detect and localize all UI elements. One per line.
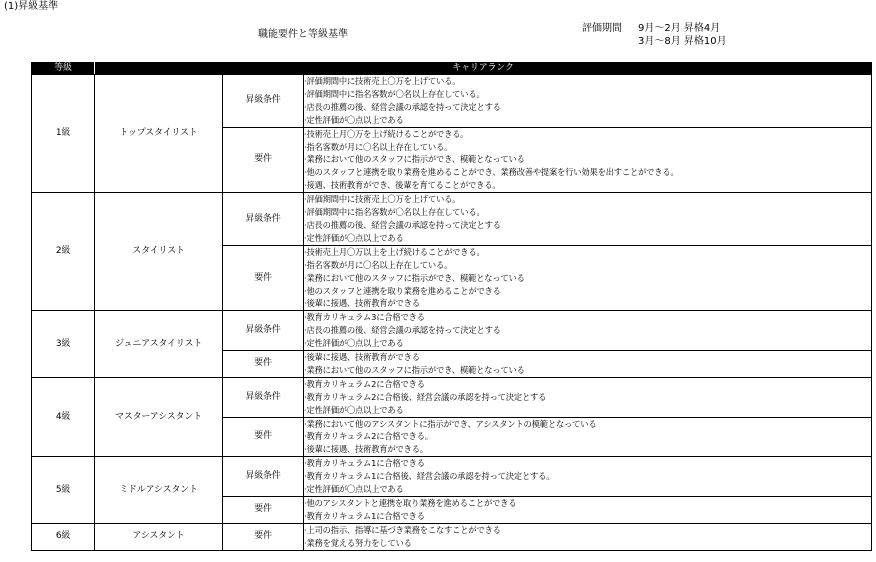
criteria-cell	[304, 497, 872, 524]
criteria-item: · 後輩に接遇、技術教育ができる	[304, 351, 871, 364]
criteria-item: · 技術売上月〇万以上を上げ続けることができる。	[304, 246, 871, 259]
evaluation-period-line-2	[582, 35, 727, 48]
criteria-item: · 教育カリキュラム2に合格できる	[304, 378, 871, 391]
criteria-item: · 後輩に接遇、技術教育ができる。	[304, 443, 871, 456]
criteria-cell	[304, 351, 872, 378]
criteria-item: · 後輩に接遇、技術教育ができる	[304, 297, 871, 310]
category-cell: 昇級条件	[223, 457, 304, 497]
grade-criteria-table	[31, 62, 872, 551]
criteria-cell	[304, 523, 872, 550]
criteria-cell	[304, 75, 872, 128]
career-rank-cell: ジュニアスタイリスト	[95, 311, 223, 378]
criteria-item: · 定性評価が〇点以上である	[304, 232, 871, 245]
table-row	[32, 75, 872, 128]
criteria-item: · 業務において他のアシスタントに指示ができ、アシスタントの模範となっている	[304, 418, 871, 431]
career-rank-cell: トップスタイリスト	[95, 75, 223, 193]
category-cell: 要件	[223, 497, 304, 524]
criteria-item: · 評価期間中に指名客数が〇名以上存在している。	[304, 206, 871, 219]
criteria-item: · 評価期間中に指名客数が〇名以上存在している。	[304, 88, 871, 101]
criteria-item: · 業務において他のスタッフに指示ができ、模範となっている	[304, 272, 871, 285]
category-cell: 昇級条件	[223, 193, 304, 246]
evaluation-period-label: 評価期間	[582, 23, 622, 34]
grade-cell: 1級	[32, 75, 95, 193]
criteria-item: · 指名客数が月に〇名以上存在している。	[304, 141, 871, 154]
grade-cell: 3級	[32, 311, 95, 378]
criteria-item: · 定性評価が〇点以上である	[304, 483, 871, 496]
evaluation-period	[582, 22, 727, 48]
criteria-item: · 教育カリキュラム2に合格後、経営会議の承認を持って決定とする	[304, 391, 871, 404]
criteria-item: · 業務を覚える努力をしている	[304, 537, 871, 550]
criteria-cell	[304, 377, 872, 417]
table-row	[32, 457, 872, 497]
grade-cell: 5級	[32, 457, 95, 524]
criteria-item: · 評価期間中に技術売上〇万を上げている。	[304, 193, 871, 206]
criteria-item: · 接遇、技術教育ができ、後輩を育てることができる。	[304, 179, 871, 192]
career-rank-cell: スタイリスト	[95, 193, 223, 311]
grade-cell: 2級	[32, 193, 95, 311]
criteria-item: · 教育カリキュラム2に合格できる。	[304, 430, 871, 443]
grade-cell: 4級	[32, 377, 95, 456]
criteria-item: · 店長の推薦の後、経営会議の承認を持って決定とする	[304, 219, 871, 232]
criteria-cell	[304, 457, 872, 497]
criteria-item: · 定性評価が〇点以上である	[304, 337, 871, 350]
criteria-item: · 業務において他のスタッフに指示ができ、模範となっている	[304, 364, 871, 377]
criteria-item: · 業務において他のスタッフに指示ができ、模範となっている	[304, 153, 871, 166]
criteria-item: · 技術売上月〇万を上げ続けることができる。	[304, 128, 871, 141]
table-row	[32, 523, 872, 550]
criteria-item: · 上司の指示、指導に基づき業務をこなすことができる	[304, 524, 871, 537]
grade-cell: 6級	[32, 523, 95, 550]
category-cell: 要件	[223, 127, 304, 193]
evaluation-period-second: 3月～8月 昇格10月	[638, 36, 727, 47]
criteria-item: · 教育カリキュラム3に合格できる	[304, 311, 871, 324]
criteria-cell	[304, 127, 872, 193]
category-cell: 要件	[223, 245, 304, 311]
career-rank-cell: アシスタント	[95, 523, 223, 550]
header-grade: 等級	[32, 63, 95, 75]
criteria-cell	[304, 311, 872, 351]
criteria-cell	[304, 193, 872, 246]
criteria-item: · 指名客数が月に〇名以上存在している。	[304, 259, 871, 272]
table-row	[32, 311, 872, 351]
category-cell: 要件	[223, 417, 304, 457]
table-row	[32, 193, 872, 246]
criteria-item: · 他のスタッフと連携を取り業務を進めることができる	[304, 285, 871, 298]
criteria-item: · 教育カリキュラム1に合格できる	[304, 457, 871, 470]
criteria-item: · 他のアシスタントと連携を取り業務を進めることができる	[304, 497, 871, 510]
category-cell: 昇級条件	[223, 311, 304, 351]
criteria-item: · 教育カリキュラム1に合格できる	[304, 510, 871, 523]
career-rank-cell: ミドルアシスタント	[95, 457, 223, 524]
header-career-rank: キャリアランク	[95, 63, 872, 75]
criteria-item: · 教育カリキュラム1に合格後、経営会議の承認を持って決定とする。	[304, 470, 871, 483]
category-cell: 昇級条件	[223, 377, 304, 417]
criteria-item: · 他のスタッフと連携を取り業務を進めることができ、業務改善や提案を行い効果を出すことができる。	[304, 166, 871, 179]
category-cell: 要件	[223, 523, 304, 550]
category-cell: 昇級条件	[223, 75, 304, 128]
section-heading: (1)昇級基準	[4, 1, 59, 12]
criteria-cell	[304, 245, 872, 311]
criteria-cell	[304, 417, 872, 457]
criteria-item: · 店長の推薦の後、経営会議の承認を持って決定とする	[304, 101, 871, 114]
table-body	[32, 75, 872, 551]
career-rank-cell: マスターアシスタント	[95, 377, 223, 456]
criteria-item: · 定性評価が〇点以上である	[304, 114, 871, 127]
criteria-item: · 店長の推薦の後、経営会議の承認を持って決定とする	[304, 324, 871, 337]
criteria-item: · 評価期間中に技術売上〇万を上げている。	[304, 75, 871, 88]
table-title: 職能要件と等級基準	[258, 29, 348, 40]
evaluation-period-first: 9月～2月 昇格4月	[638, 23, 721, 34]
criteria-item: · 定性評価が〇点以上である	[304, 404, 871, 417]
table-header-row	[32, 63, 872, 75]
evaluation-period-line-1	[582, 22, 727, 35]
category-cell: 要件	[223, 351, 304, 378]
table-row	[32, 377, 872, 417]
